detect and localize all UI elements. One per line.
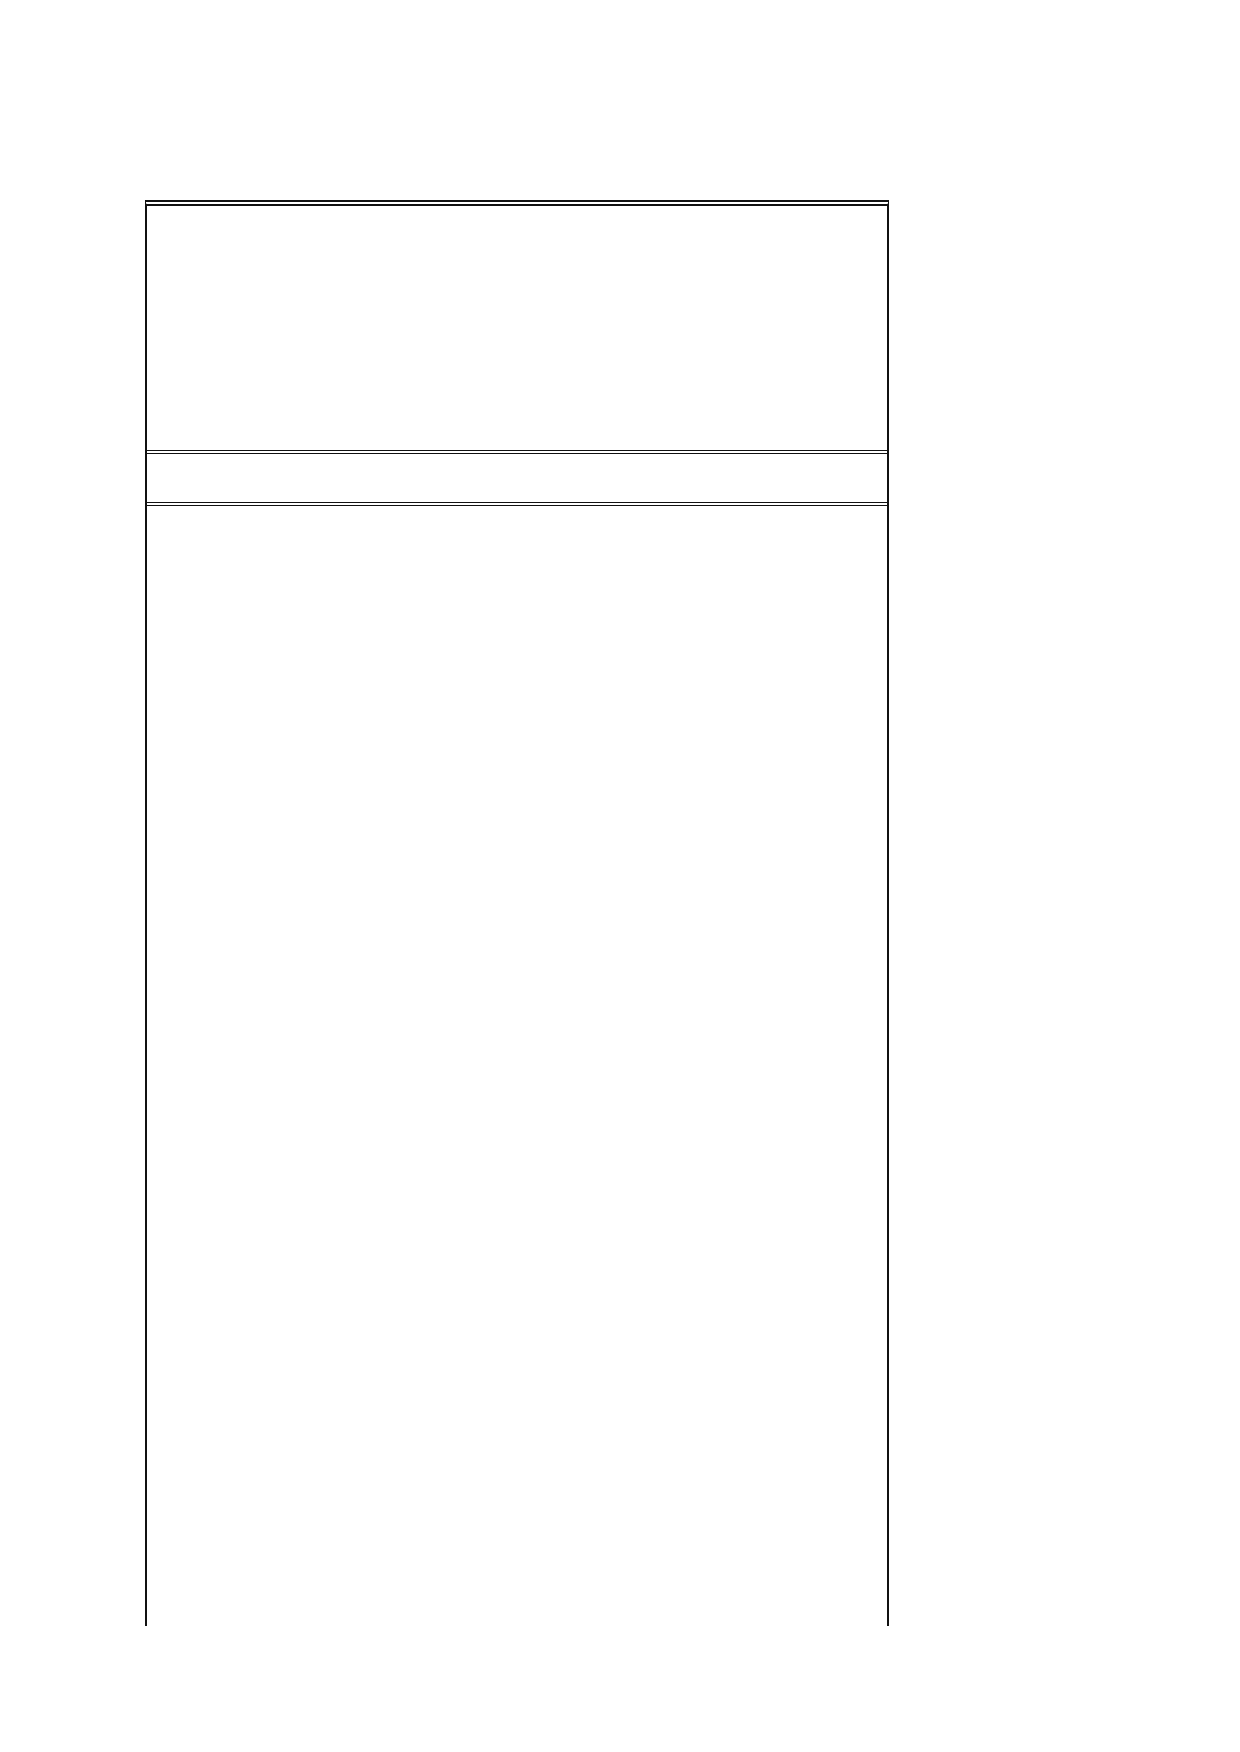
section-heading: [147, 458, 887, 498]
section-divider-top: [147, 450, 887, 454]
margin-heading: [900, 470, 1090, 504]
main-text-frame: [145, 200, 889, 1626]
margin-commentary: [900, 470, 1090, 504]
section-divider-bottom: [147, 502, 887, 506]
top-text-block: [147, 210, 887, 448]
body-text-block: [147, 516, 887, 1626]
